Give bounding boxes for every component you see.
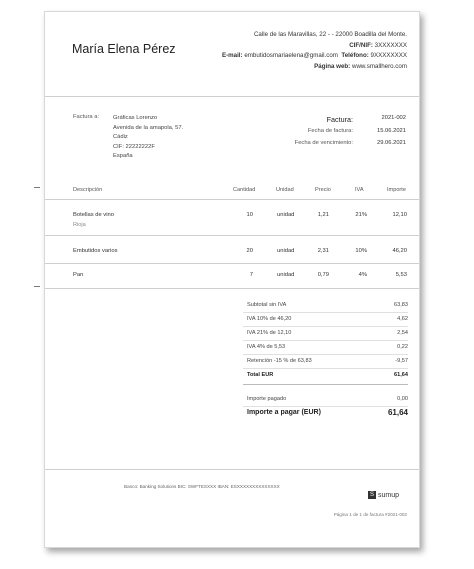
seller-email-phone-line	[222, 51, 407, 62]
sumup-logo-mark: S	[369, 492, 374, 498]
item-description: Botellas de vino	[73, 212, 114, 218]
invoice-number-label: Factura:	[326, 115, 353, 124]
totals-divider	[243, 384, 408, 385]
invoice-due-row	[281, 140, 406, 153]
item-vat: 4%	[358, 272, 367, 278]
client-street: Avenida de la amapola, 57.	[113, 124, 184, 131]
seller-name: María Elena Pérez	[72, 42, 176, 56]
vat21-label: IVA 21% de 12,10	[247, 330, 292, 336]
vat4-label: IVA 4% de 5,53	[247, 344, 286, 350]
vat4-value: 0,22	[397, 344, 408, 350]
seller-phone-value: 9XXXXXXXX	[370, 52, 407, 59]
retention-label: Retención -15 % de 63,83	[247, 358, 312, 364]
totals-divider	[243, 368, 408, 369]
header-divider	[45, 96, 419, 97]
sumup-logo	[368, 491, 399, 499]
item-price: 2,31	[317, 248, 329, 254]
row-divider	[45, 235, 419, 236]
client-name: Gráficas Lorenzo	[113, 115, 158, 121]
seller-phone-label: Teléfono:	[341, 52, 369, 59]
invoice-number: 2021-002	[381, 115, 406, 121]
totals-divider	[243, 326, 408, 327]
subtotal-label: Subtotal sin IVA	[247, 302, 287, 308]
col-header-amount: Importe	[387, 187, 406, 193]
totals-divider	[243, 406, 408, 407]
item-vat: 21%	[355, 212, 367, 218]
invoice-date-label: Fecha de factura:	[307, 127, 353, 134]
seller-cif-line	[222, 41, 407, 52]
invoice-date-row	[281, 128, 406, 141]
item-note: Rioja	[73, 222, 86, 228]
page-info: Página 1 de 1 de factura #2021-002	[333, 512, 407, 517]
seller-email-value: embutidosmariaelena@gmail.com	[244, 52, 338, 59]
sumup-logo-text: sumup	[378, 491, 400, 499]
client-country: España	[113, 153, 133, 160]
seller-email-label: E-mail:	[221, 52, 243, 59]
item-price: 1,21	[317, 212, 329, 218]
item-description: Pan	[73, 272, 84, 278]
seller-address: Calle de las Maravillas, 22 - - 22000 Boadilla del Monte.	[253, 31, 407, 38]
seller-contact-block	[222, 30, 407, 72]
bank-details: Banco: Banking Solutions BIC: SWFTESXXX IBAN: ESXXXXXXXXXXXXXX	[124, 484, 280, 489]
vat21-value: 2,54	[397, 330, 408, 336]
retention-value: -9,57	[395, 358, 408, 364]
totals-divider	[243, 312, 408, 313]
total-value: 61,64	[394, 372, 408, 378]
seller-web-label: Página web:	[314, 62, 351, 70]
footer-divider	[45, 469, 419, 470]
item-vat: 10%	[355, 248, 367, 254]
invoice-page	[44, 11, 420, 548]
seller-cif-label: CIF/NIF:	[349, 41, 373, 49]
client-label: Factura a:	[73, 114, 100, 120]
row-divider	[45, 288, 419, 289]
client-address-lines	[113, 114, 183, 162]
item-quantity: 10	[246, 212, 253, 218]
subtotal-value: 63,83	[394, 302, 408, 308]
invoice-number-row	[281, 115, 406, 128]
col-header-price: Precio	[315, 187, 331, 193]
item-amount: 46,20	[392, 248, 407, 254]
item-unit: unidad	[277, 272, 295, 278]
item-unit: unidad	[277, 248, 295, 254]
item-quantity: 7	[249, 272, 253, 278]
item-description: Embutidos varios	[73, 248, 118, 254]
client-city: Cádiz	[113, 134, 128, 141]
seller-cif-value: 3XXXXXXX	[374, 41, 407, 49]
totals-divider	[243, 354, 408, 355]
item-unit: unidad	[277, 212, 295, 218]
item-amount: 5,53	[395, 272, 407, 278]
paid-label: Importe pagado	[247, 396, 287, 402]
vat10-value: 4,62	[397, 316, 408, 322]
seller-web-value: www.smallhero.com	[351, 62, 407, 70]
vat10-label: IVA 10% de 46,20	[247, 316, 292, 322]
client-cif: CIF: 22222222F	[113, 143, 155, 150]
amount-due-label: Importe a pagar (EUR)	[247, 409, 321, 416]
invoice-due-label: Fecha de vencimiento:	[294, 140, 353, 146]
fold-mark	[34, 187, 40, 188]
amount-due-value: 61,64	[387, 408, 408, 417]
row-divider	[45, 263, 419, 264]
invoice-due: 29.06.2021	[376, 140, 406, 146]
item-amount: 12,10	[392, 212, 407, 218]
table-header-divider	[45, 199, 419, 200]
col-header-unit: Unidad	[276, 187, 294, 193]
total-label: Total EUR	[247, 372, 274, 378]
fold-mark	[34, 286, 40, 287]
col-header-vat: IVA	[355, 187, 364, 193]
paid-value: 0,00	[397, 396, 408, 402]
invoice-meta	[281, 115, 406, 153]
item-price: 0,79	[317, 272, 329, 278]
invoice-date: 15.06.2021	[376, 127, 406, 134]
item-quantity: 20	[246, 248, 253, 254]
col-header-quantity: Cantidad	[233, 187, 256, 193]
totals-divider	[243, 340, 408, 341]
seller-web-line	[222, 62, 407, 73]
col-header-description: Descripción	[73, 187, 103, 193]
